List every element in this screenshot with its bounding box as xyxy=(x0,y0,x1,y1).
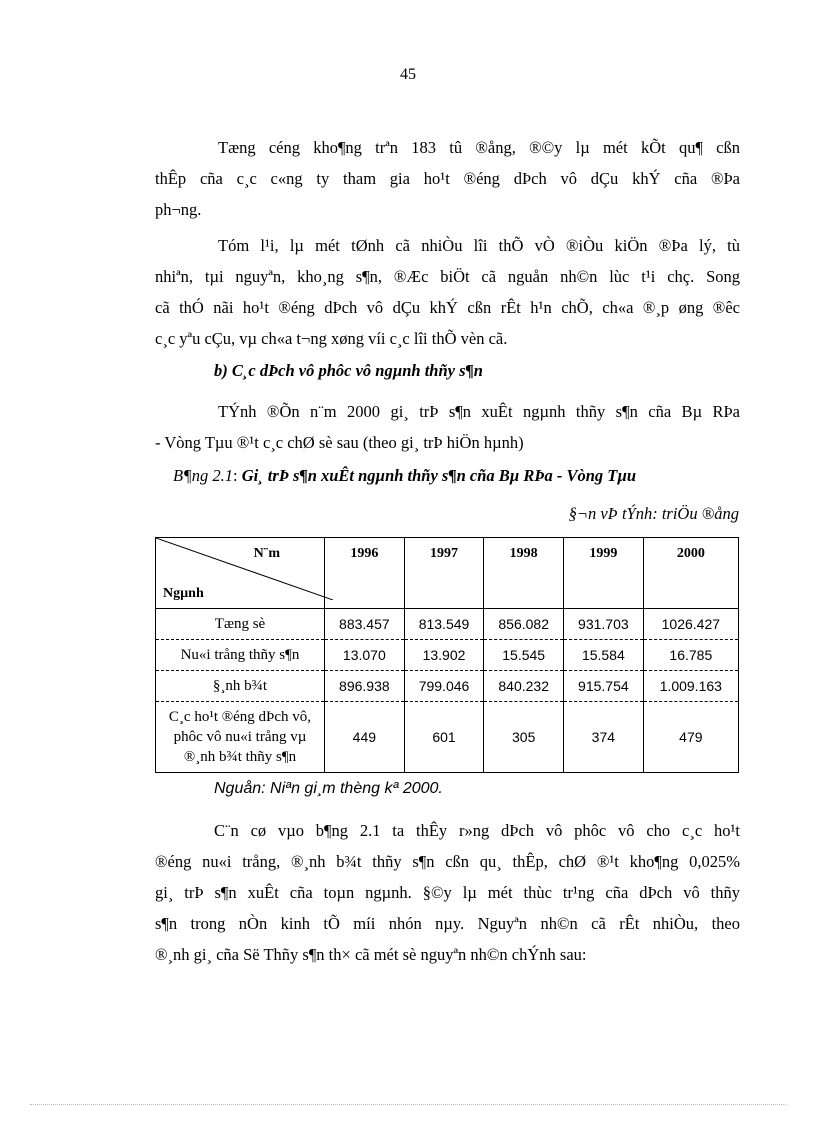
year-header: 1998 xyxy=(484,538,564,609)
table-cell: 601 xyxy=(404,702,484,773)
table-cell: 16.785 xyxy=(643,640,738,671)
paragraph-4 xyxy=(155,815,740,970)
year-header: 1997 xyxy=(404,538,484,609)
table-cell: 13.070 xyxy=(325,640,405,671)
corner-year-label: N¨m xyxy=(253,546,280,561)
paragraph-line: Tóm l¹i, lµ mét tØnh cã nhiÒu lîi thÕ vÒ ®iÒu kiÖn ®Þa lý, tù xyxy=(218,236,740,255)
data-table xyxy=(155,537,739,773)
corner-cell xyxy=(156,538,325,609)
table-row xyxy=(156,671,739,702)
row-label: Tæng sè xyxy=(156,609,325,640)
year-header: 2000 xyxy=(643,538,738,609)
table-cell: 305 xyxy=(484,702,564,773)
year-header: 1996 xyxy=(325,538,405,609)
paragraph-line: cã thÓ nãi ho¹t ®éng dÞch vô dÇu khÝ cßn rÊt h¹n chÕ, ch«a ®¸p øng ®êc xyxy=(155,298,740,317)
table-cell: 813.549 xyxy=(404,609,484,640)
paragraph-3 xyxy=(155,396,740,458)
table-cell: 374 xyxy=(564,702,644,773)
table-cell: 13.902 xyxy=(404,640,484,671)
table-row xyxy=(156,640,739,671)
table-cell: 15.584 xyxy=(564,640,644,671)
paragraph-line: C¨n cø vµo b¶ng 2.1 ta thÊy r»ng dÞch vô phôc vô cho c¸c ho¹t xyxy=(214,821,740,840)
table-cell: 449 xyxy=(325,702,405,773)
paragraph-2 xyxy=(155,230,740,354)
table-cell: 799.046 xyxy=(404,671,484,702)
table-cell: 840.232 xyxy=(484,671,564,702)
corner-sector-label: Ngµnh xyxy=(163,586,204,601)
paragraph-line: - Vòng Tµu ®¹t c¸c chØ sè sau (theo gi¸ trÞ hiÖn hµnh) xyxy=(155,433,524,452)
table-cell: 883.457 xyxy=(325,609,405,640)
table-caption: B¶ng 2.1: Gi¸ trÞ s¶n xuÊt ngµnh thñy s¶n cña Bµ RÞa - Vòng Tµu xyxy=(173,466,637,485)
table-caption-title: Gi¸ trÞ s¶n xuÊt ngµnh thñy s¶n cña Bµ RÞa - Vòng Tµu xyxy=(241,466,637,485)
row-label: C¸c ho¹t ®éng dÞch vô, phôc vô nu«i trång vµ ®¸nh b¾t thñy s¶n xyxy=(156,702,325,773)
table-row xyxy=(156,702,739,773)
paragraph-line: ®éng nu«i trång, ®¸nh b¾t thñy s¶n cßn qu¸ thÊp, chØ ®¹t kho¶ng 0,025% xyxy=(155,852,740,871)
paragraph-line: Tæng céng kho¶ng trªn 183 tû ®ång, ®©y lµ mét kÕt qu¶ cßn xyxy=(218,138,740,157)
paragraph-line: c¸c yªu cÇu, vµ ch«a t¬ng xøng víi c¸c lîi thÕ vèn cã. xyxy=(155,329,508,348)
table-unit: §¬n vÞ tÝnh: triÖu ®ång xyxy=(568,504,739,523)
table-cell: 1.009.163 xyxy=(643,671,738,702)
table-header-row xyxy=(156,538,739,609)
table-cell: 1026.427 xyxy=(643,609,738,640)
paragraph-line: gi¸ trÞ s¶n xuÊt cña toµn ngµnh. §©y lµ mét thùc tr¹ng cña dÞch vô thñy xyxy=(155,883,740,902)
paragraph-line: nhiªn, tµi nguyªn, kho¸ng s¶n, ®Æc biÖt cã nguån nh©n lùc t¹i chç. Song xyxy=(155,267,740,286)
page-bottom-divider xyxy=(30,1104,786,1105)
paragraph-line: thÊp cña c¸c c«ng ty tham gia ho¹t ®éng dÞch vô dÇu khÝ cña ®Þa xyxy=(155,169,740,188)
table-cell: 915.754 xyxy=(564,671,644,702)
section-heading: b) C¸c dÞch vô phôc vô ngµnh thñy s¶n xyxy=(214,361,483,380)
table-cell: 15.545 xyxy=(484,640,564,671)
table-cell: 479 xyxy=(643,702,738,773)
table-row xyxy=(156,609,739,640)
row-label: Nu«i trång thñy s¶n xyxy=(156,640,325,671)
paragraph-line: ph¬ng. xyxy=(155,200,202,219)
table-cell: 896.938 xyxy=(325,671,405,702)
paragraph-1 xyxy=(155,132,740,225)
table-cell: 856.082 xyxy=(484,609,564,640)
table-cell: 931.703 xyxy=(564,609,644,640)
year-header: 1999 xyxy=(564,538,644,609)
paragraph-line: ®¸nh gi¸ cña Së Thñy s¶n th× cã mét sè nguyªn nh©n chÝnh sau: xyxy=(155,945,587,964)
page-number: 45 xyxy=(400,66,416,83)
row-label: §¸nh b¾t xyxy=(156,671,325,702)
table-caption-label: B¶ng 2.1 xyxy=(173,466,233,485)
paragraph-line: TÝnh ®Õn n¨m 2000 gi¸ trÞ s¶n xuÊt ngµnh thñy s¶n cña Bµ RÞa xyxy=(218,402,740,421)
table-source: Nguån: Niªn gi¸m thèng kª 2000. xyxy=(214,780,443,797)
paragraph-line: s¶n trong nÒn kinh tÕ míi nhón nµy. Nguyªn nh©n cã rÊt nhiÒu, theo xyxy=(155,914,740,933)
